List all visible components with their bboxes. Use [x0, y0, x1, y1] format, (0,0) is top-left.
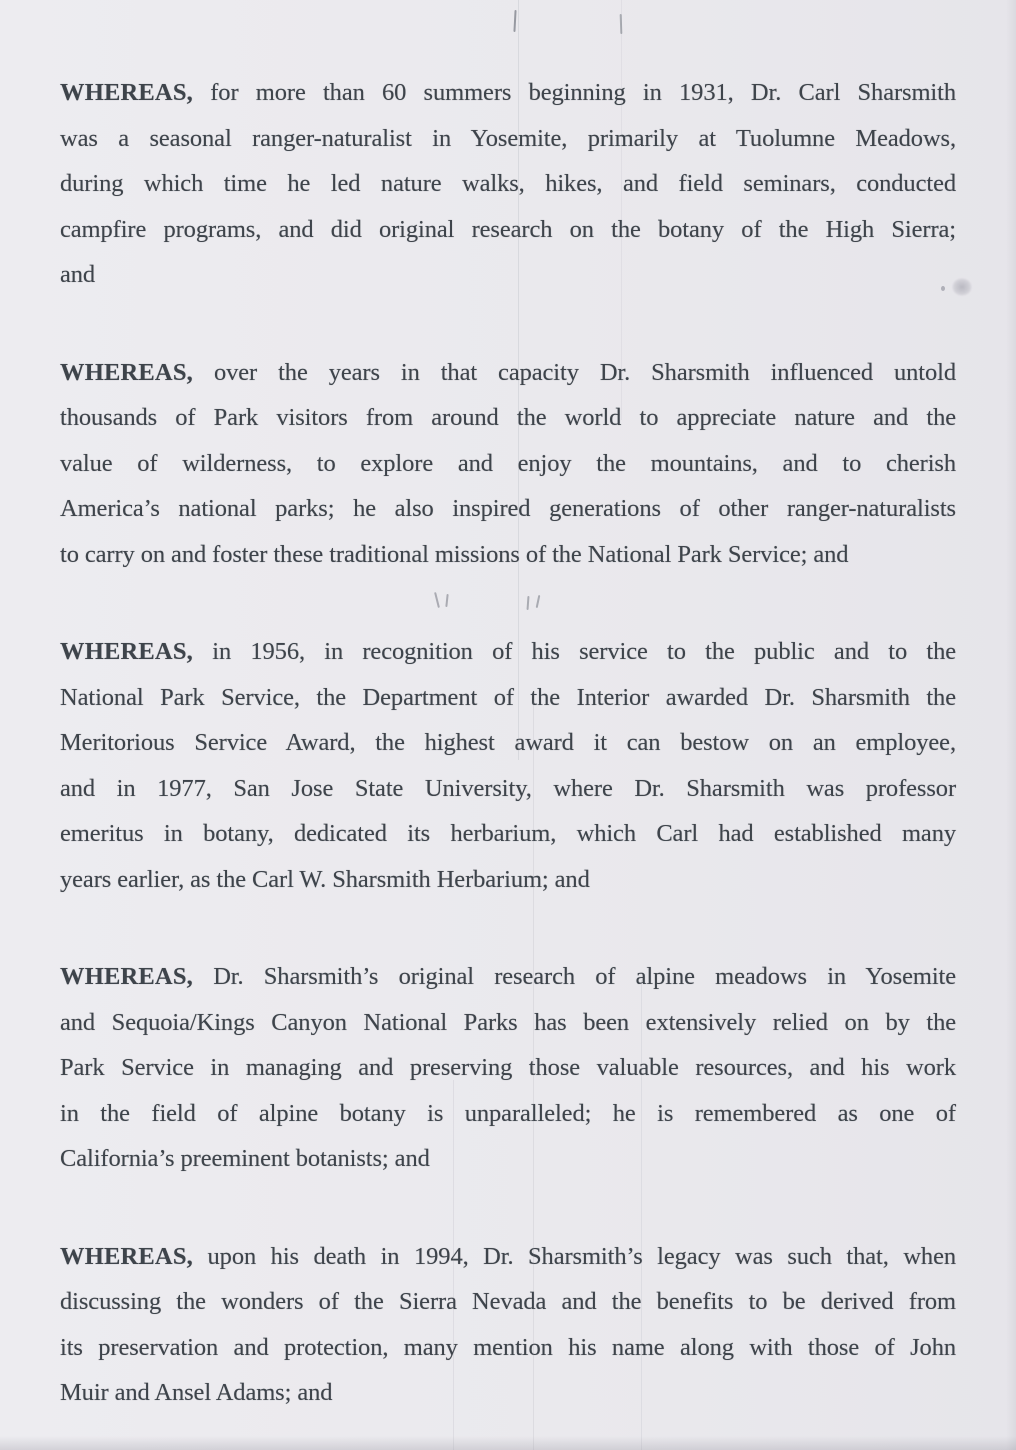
scan-tick-mark	[513, 10, 516, 32]
whereas-paragraph-3	[60, 629, 956, 902]
text-line: in the field of alpine botany is unparalleled; he is remembered as one of	[60, 1099, 956, 1127]
text-line: America’s national parks; he also inspired generations of other ranger-naturalists	[60, 495, 956, 522]
whereas-paragraph-5	[60, 1234, 956, 1416]
text-line: California’s preeminent botanists; and	[60, 1145, 430, 1172]
text-line: years earlier, as the Carl W. Sharsmith Herbarium; and	[60, 865, 590, 893]
whereas-keyword: WHEREAS,	[60, 638, 193, 665]
text-line	[60, 70, 956, 116]
text-line: National Park Service, the Department of the Interior awarded Dr. Sharsmith the	[60, 683, 956, 711]
scan-fold-mark	[527, 596, 530, 610]
scan-fold-mark	[536, 595, 541, 608]
text-line-content: in 1956, in recognition of his service to the public and to the	[212, 638, 956, 665]
text-line	[60, 954, 956, 1000]
scan-fold-mark	[434, 592, 440, 608]
scan-tick-mark	[620, 14, 623, 34]
text-line: value of wilderness, to explore and enjoy the mountains, and to cherish	[60, 449, 956, 477]
whereas-paragraph-1	[60, 70, 956, 298]
text-line: thousands of Park visitors from around the world to appreciate nature and the	[60, 404, 956, 431]
whereas-keyword: WHEREAS,	[60, 358, 193, 386]
text-line-content: over the years in that capacity Dr. Sharsmith influenced untold	[213, 358, 956, 386]
text-line: emeritus in botany, dedicated its herbarium, which Carl had established many	[60, 820, 956, 847]
text-line: Meritorious Service Award, the highest award it can bestow on an employee,	[60, 729, 956, 756]
scan-edge-shadow	[0, 1436, 1016, 1450]
text-line: discussing the wonders of the Sierra Nevada and the benefits to be derived from	[60, 1288, 956, 1315]
text-line: campfire programs, and did original research on the botany of the High Sierra;	[60, 215, 956, 243]
text-line	[60, 1234, 956, 1280]
text-line-content: for more than 60 summers beginning in 1931, Dr. Carl Sharsmith	[210, 79, 956, 106]
text-line	[60, 629, 956, 675]
text-line: was a seasonal ranger-naturalist in Yosemite, primarily at Tuolumne Meadows,	[60, 124, 956, 152]
text-line: Park Service in managing and preserving those valuable resources, and his work	[60, 1054, 956, 1081]
whereas-keyword: WHEREAS,	[60, 79, 193, 106]
whereas-paragraph-2	[60, 350, 956, 578]
text-line: to carry on and foster these traditional missions of the National Park Service; and	[60, 540, 849, 568]
text-line-content: upon his death in 1994, Dr. Sharsmith’s legacy was such that, when	[207, 1242, 956, 1270]
text-line	[60, 350, 956, 396]
text-line: during which time he led nature walks, hikes, and field seminars, conducted	[60, 170, 956, 197]
text-line: and in 1977, San Jose State University, where Dr. Sharsmith was professor	[60, 774, 956, 802]
scan-edge-shadow	[1006, 0, 1016, 1450]
whereas-keyword: WHEREAS,	[60, 963, 193, 990]
text-line: Muir and Ansel Adams; and	[60, 1379, 333, 1406]
text-line-content: Dr. Sharsmith’s original research of alpine meadows in Yosemite	[213, 963, 957, 990]
text-line: and Sequoia/Kings Canyon National Parks has been extensively relied on by the	[60, 1008, 956, 1036]
text-line: its preservation and protection, many mention his name along with those of John	[60, 1333, 956, 1361]
whereas-keyword: WHEREAS,	[60, 1242, 193, 1270]
whereas-paragraph-4	[60, 954, 956, 1182]
scan-fold-mark	[445, 594, 448, 607]
text-line: and	[60, 261, 96, 288]
